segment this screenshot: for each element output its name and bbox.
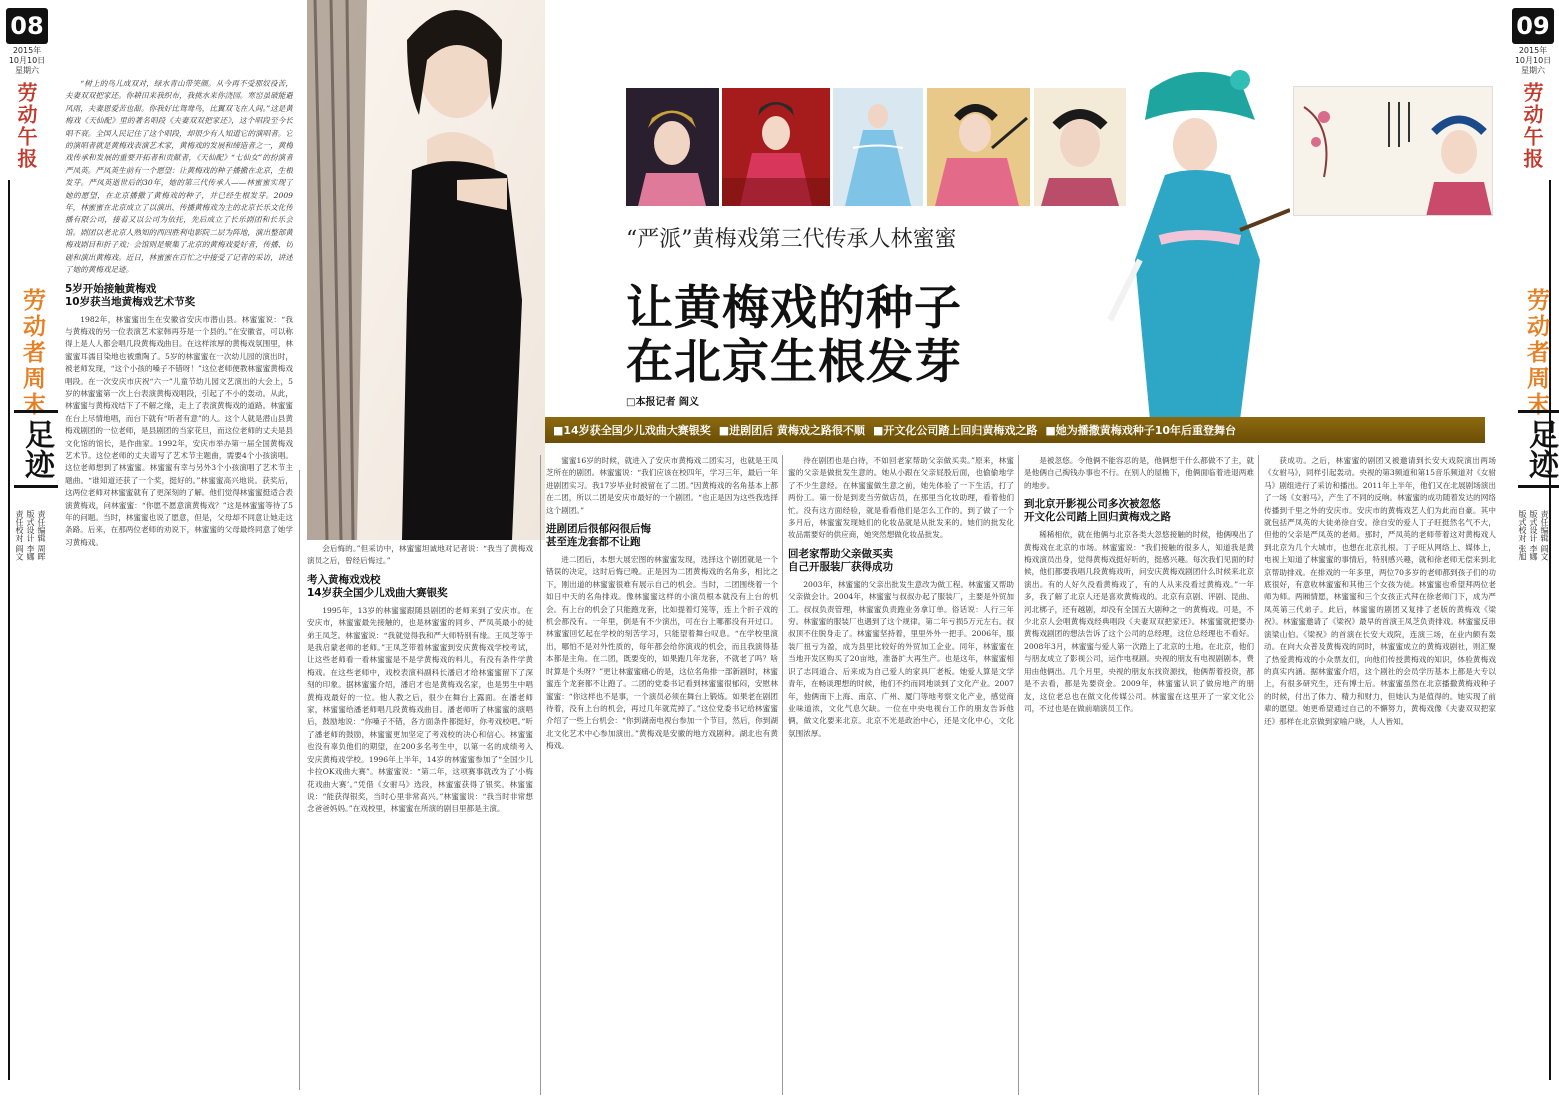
masthead-left: 劳动午报: [14, 82, 38, 170]
body-paragraph: 1995年，13岁的林蜜蜜跟随县剧团的老师来到了安庆市。在安庆市，林蜜蜜最先接触的，也是林蜜蜜的同乡、严凤英最小的徒弟王凤芝。林蜜蜜说：“我就觉得我和严大师特别有缘。王凤芝等于是我启蒙老师的老师。”王凤芝带着林蜜蜜到安庆黄梅戏学校考试，让这些老师看一看林蜜蜜是不是学黄梅戏的料儿，有没有条件学黄梅戏。在这些老师中，戏校表演科副科长潘启才给林蜜蜜留下了深刻的印象。据林蜜蜜介绍，潘启才也是黄梅戏名家，也是男生中唱黄梅戏最好的一位。他人教之后，很少在舞台上露面。在潘老师家，林蜜蜜给潘老师唱几段黄梅戏曲目。潘老师听了林蜜蜜的演唱后，鼓励地说：“你嗓子不错，各方面条件都挺好，你考戏校吧。”听了潘老师的鼓励，林蜜蜜更加坚定了考戏校的决心和信心。林蜜蜜也没有辜负他们的期望，在200多名考生中，以第一名的成绩考入安庆黄梅戏学校。1996年上半年，14岁的林蜜蜜参加了“全国少儿卡拉OK戏曲大赛”。林蜜蜜说：“第二年，这项赛事就改为了‘小梅花戏曲大赛’。”凭借《女驸马》选段，林蜜蜜获得了银奖。林蜜蜜说：“能获得银奖，当时心里非常高兴。”林蜜蜜说：“我当时非常想念爸爸妈妈。”在戏校里，林蜜蜜在所演的剧目里都是主演。: [307, 605, 533, 814]
section-title-right: 足迹: [1518, 410, 1559, 488]
credit-line: 责任编辑 阎文: [1540, 510, 1549, 561]
column-rule: [782, 455, 783, 1095]
body-paragraph: 2003年，林蜜蜜的父亲出批发生意改为做工程。林蜜蜜又帮助父亲做会计。2004年，林蜜蜜与叔叔办起了服装厂，主要是外贸加工。叔叔负责管理，林蜜蜜负责跑业务拿订单。俗话说：人行三年穷。林蜜蜜的服装厂也遇到了这个规律。第二年亏损5万元左右。叔叔顶不住脱身走了。林蜜蜜坚持着，里里外外一把手。2006年，服装厂扭亏为盈，成为县里比较好的外贸加工企业。同年，林蜜蜜在当地开发区购买了20亩地，准备扩大再生产。也是这年，林蜜蜜相识了志同道合、后来成为自己爱人的家具厂老板。她爱人算是文学青年，在畅谈理想的时候，他们不约而同地谈到了文化产业。2007年，他俩南下上海、南京、广州、厦门等地考察文化产业，感觉商业味道浓，文化气息欠缺。一位在中央电视台工作的朋友告诉他俩，做文化要来北京。北京不光是政治中心，还是文化中心，文化氛围浓厚。: [788, 579, 1014, 738]
highlight-item: ■她为播撒黄梅戏种子10年后重登舞台: [1045, 424, 1237, 437]
credit-line: 版式设计 李娜: [1529, 510, 1538, 561]
opera-photo-4: [927, 88, 1030, 206]
highlight-bar: [545, 417, 1485, 443]
credit-line: 责任校对 阎文: [15, 510, 24, 561]
highlight-item: ■进剧团后 黄梅戏之路很不顺: [718, 424, 865, 437]
credit-line: 版式设计 李娜: [26, 510, 35, 561]
headline-line-1: 让黄梅戏的种子: [626, 281, 962, 336]
credit-line: 版式校对 张旭: [1518, 510, 1527, 561]
subheading-3: 进剧团后很郁闷很后悔 甚至连龙套都不让跑: [546, 523, 651, 549]
body-paragraph: 蜜蜜16岁的时候，就进入了安庆市黄梅戏二团实习，也就是王凤芝所在的剧团。林蜜蜜说：“我们应该在校四年，学习三年，最后一年进剧团实习。我17岁毕业时被留在了二团。”因黄梅戏的名角基本上都在二团，所以二团是安庆市最好的一个剧团。“也正是因为这些我选择这个剧团。”: [546, 456, 778, 515]
credits-right: [1517, 510, 1550, 620]
article-column-5: [1024, 455, 1254, 1095]
article-column-3: [546, 455, 778, 1095]
credits-left: [14, 510, 47, 620]
weekday-left: 星期六: [15, 66, 39, 75]
headline-kicker: “严派”黄梅戏第三代传承人林蜜蜜: [626, 227, 957, 252]
body-paragraph: 会后悔的。”但采访中，林蜜蜜坦诚地对记者说：“我当了黄梅戏演员之后，曾经后悔过。”: [307, 544, 533, 566]
year-right: 2015年: [1518, 46, 1548, 55]
weekend-label-right: 劳动者周末: [1523, 288, 1549, 418]
opera-photo-2: [722, 88, 830, 206]
framed-opera-painting: [1293, 86, 1493, 216]
article-column-6: [1264, 455, 1496, 1095]
headline-line-2: 在北京生根发芽: [626, 335, 962, 390]
body-paragraph: 待在剧团也是白待，不如回老家帮助父亲做买卖。”原来，林蜜蜜的父亲是做批发生意的。她从小跟在父亲屁股后面，也偷偷地学了不少生意经。在林蜜蜜做生意之前，她先体验了一下生活，打了两份工。第一份是到麦当劳做店员，在那里当化妆助理，看着他们忙。没有这方面经验，就是看看他们是怎么工作的。到了做了一个多月后，林蜜蜜发现她们的化妆品就是从批发来的。她们的批发化妆品需要好的供应商，她突然想做化妆品批发。: [788, 456, 1014, 540]
rail-divider-left: [8, 180, 10, 1080]
article-column-2: [307, 543, 533, 1093]
byline: □本报记者 阎义: [626, 397, 699, 408]
column-rule: [1258, 455, 1259, 1095]
subheading-1: 5岁开始接触黄梅戏 10岁获当地黄梅戏艺术节奖: [65, 282, 196, 308]
subheading-2: 考入黄梅戏戏校 14岁获全国少儿戏曲大赛银奖: [307, 573, 448, 599]
body-paragraph: 1982年，林蜜蜜出生在安徽省安庆市潜山县。林蜜蜜说：“我与黄梅戏的另一位表演艺术家韩再芬是一个县的。”在安徽省，可以称得上是人人都会唱几段黄梅戏曲目。在这样浓厚的黄梅戏氛围里，林蜜蜜耳濡目染地也被熏陶了。5岁的林蜜蜜在一次幼儿园的演出时，被老师发现，“这个小孩的嗓子不错呀！”这位老师便教林蜜蜜黄梅戏唱段。在一次安庆市庆祝“六一”儿童节幼儿园文艺演出的大会上，5岁的林蜜蜜第一次上台表演黄梅戏唱段，引起了不小的轰动。从此，林蜜蜜与黄梅戏结下了不解之缘，走上了表演黄梅戏的道路。林蜜蜜在台上尽情地唱，而台下就有“听者有意”的人。这个人就是潜山县黄梅戏剧团的一位老师，是县剧团的当家花旦，而这位老师的丈夫是县文化馆的馆长，是作曲家。1992年，安庆市举办第一届全国黄梅戏艺术节。这位老师的丈夫谱写了艺术节主题曲，需要4个小孩演唱。这位老师想到了林蜜蜜。林蜜蜜有幸与另外3个小孩演唱了艺术节主题曲。“谁知道还获了一个奖，挺好的。”林蜜蜜高兴地说。获奖后，这两位老师对林蜜蜜就有了更深刻的了解。他们觉得林蜜蜜挺适合表演黄梅戏，问林蜜蜜：“你愿不愿意演黄梅戏？”这是林蜜蜜等待了5年的问题。当时，林蜜蜜也说了愿意，但是，父母却不同意让她走这条路。后来，在那两位老师的劝说下，林蜜蜜的父母最终同意了她学习黄梅戏。: [65, 314, 293, 547]
subheading-5: 到北京开影视公司多次被忽悠 开文化公司踏上回归黄梅戏之路: [1024, 498, 1171, 524]
column-rule: [299, 470, 300, 1090]
costume-performer-photo: [1090, 60, 1290, 420]
date-right: 10月10日: [1514, 56, 1552, 65]
date-left: 10月10日: [8, 56, 46, 65]
weekday-right: 星期六: [1521, 66, 1545, 75]
opera-photo-3: [833, 88, 923, 206]
article-column-1: [65, 78, 293, 1093]
article-column-4: [788, 455, 1014, 1095]
credit-line: 责任编辑 周晖: [37, 510, 46, 561]
body-paragraph: 获成功。之后，林蜜蜜的剧团又被邀请到长安大戏院演出两场《女驸马》，同样引起轰动。央视的第3频道和第15音乐频道对《女驸马》剧组进行了采访和播出。2011年上半年，他们又在北展剧场演出了一场《女驸马》，产生了不同的反响。林蜜蜜的成功随着发达的网络传播到千里之外的安庆市。安庆市的黄梅戏艺人们为此而自豪。其中就包括严凤英的大徒弟徐自安。徐自安的爱人丁子旺挺然名气不大，但他的父亲是严凤英的老师。那时，严凤英的老师带着这对黄梅戏人到北京为几个大城市，也想在北京扎根。丁子旺从网络上、媒体上，电视上知道了林蜜蜜的事情后，特别感兴趣，就和徐老师无偿来到北京帮助排戏。在排戏的一年多里，两位70多岁的老师都到孩子们的功底很好，有意收林蜜蜜和其他三个女孩为徒。林蜜蜜也希望拜两位老师为师。两厢情愿，林蜜蜜和三个女孩正式拜在徐老师门下，成为严凤英第三代弟子。此后，林蜜蜜的剧团又复排了老版的黄梅戏《梁祝》。林蜜蜜邀请了《梁祝》最早的首演王凤芝负责排戏。林蜜蜜反串演梁山伯。《梁祝》的首演在长安大戏院，连演三场，在业内颇有轰动。在向大众普及黄梅戏的同时，林蜜蜜成立的黄梅戏剧社，则汇聚了热爱黄梅戏的小众票友们，向他们传授黄梅戏的知识，体验黄梅戏的真实内涵。据林蜜蜜介绍，这个剧社的会员学历基本上都是大专以上，有很多研究生，还有博士后。林蜜蜜虽然在北京播撒黄梅戏种子的时候，付出了体力、精力和财力，但她认为是值得的。她实现了前辈的愿望。她更希望通过自己的不懈努力，黄梅戏像《夫妻双双把家还》那样在北京做到家喻户晓，人人皆知。: [1264, 456, 1496, 726]
column-rule: [1018, 455, 1019, 1095]
date-block-left: [2, 46, 52, 76]
year-left: 2015年: [12, 46, 42, 55]
highlight-item: ■开文化公司踏上回归黄梅戏之路: [872, 424, 1038, 437]
column-rule: [540, 455, 541, 1095]
weekend-label-left: 劳动者周末: [19, 288, 45, 418]
highlight-item: ■14岁获全国少儿戏曲大赛银奖: [553, 424, 711, 437]
subheading-4: 回老家帮助父亲做买卖 自己开服装厂获得成功: [788, 547, 893, 573]
intro-paragraph: “树上的鸟儿成双对，绿水青山带笑颜。从今再不受那奴役苦，夫妻双双把家还。你耕田来我织布，我挑水来你浇园。寒窑虽破能避风雨，夫妻恩爱苦也甜。你我好比鸳鸯鸟，比翼双飞在人间。”这是黄梅戏《天仙配》里的著名唱段《夫妻双双把家还》，这个唱段至今长唱不衰。全国人民记住了这个唱段，却很少有人知道它的演唱者。它的演唱者就是黄梅戏表演艺术家，黄梅戏的发展和缔造者之一，黄梅戏传承和发展的重要开拓者和贡献者，《天仙配》“七仙女”的扮演者严凤英。严凤英生前有一个愿望：让黄梅戏的种子播撒在北京，生根发芽。严凤英逝世后的30年，她的第三代传承人——林蜜蜜实现了她的愿望，在北京播撒了黄梅戏的种子，并已经生根发芽。2009年，林蜜蜜在北京成立了以演出、传播黄梅戏为主的北京长乐文化传播有限公司，接着又以公司为依托，先后成立了长乐剧团和长乐会馆。剧团以老北京人熟知的西四胜利电影院二层为阵地，演出整部黄梅戏剧目和折子戏；会馆则是聚集了北京的黄梅戏爱好者，传播、切磋和演出黄梅戏。近日，林蜜蜜在百忙之中接受了记者的采访，讲述了她的黄梅戏足迹。: [65, 79, 293, 275]
page-number-left: 08: [6, 8, 48, 44]
section-title-left: 足迹: [14, 410, 58, 488]
page-number-right: 09: [1512, 8, 1554, 44]
masthead-right: 劳动午报: [1520, 82, 1544, 170]
opera-photo-1: [626, 88, 719, 206]
date-block-right: [1508, 46, 1558, 76]
body-paragraph: 稀稀相依，就在他俩与北京各类大忽悠接触的时候，他俩嗅出了黄梅戏在北京的市场。林蜜蜜说：“我们接触的很多人，知道我是黄梅戏演员出身，觉得黄梅戏挺好听的，挺感兴趣。每次我们见面的时候，他们都要我唱几段黄梅戏听，问安庆黄梅戏剧团什么时候来北京演出。有的人好久没看黄梅戏了，有的人从来没看过黄梅戏。”一年多，我了解了北京人还是喜欢黄梅戏的。北京有京剧、评剧、昆曲、河北梆子，还有越剧，却没有全国五大剧种之一的黄梅戏。可是，不少北京人会唱黄梅戏经典唱段《夫妻双双把家还》。林蜜蜜就把要办黄梅戏剧团的想法告诉了这个公司的总经理，这位总经理也不看好。2008年3月，林蜜蜜与爱人第一次踏上了北京的土地。在北京，他们与朋友成立了影视公司，运作电视剧。央视的朋友有电视剧剧本，费用由他俩出。几个月里，央视的朋友东找资源找，他俩帮着投资，都是不去看，都是先要资金。2009年，林蜜蜜认识了做房地产的朋友，这位老总也在做文化传媒公司。林蜜蜜在这里开了一家文化公司，不过也是在做前端演员工作。: [1024, 530, 1254, 713]
body-paragraph: 是被忽悠。令他俩不能容忍的是，他俩想干什么都做不了主，就是他俩自己掏钱办事也不行。在别人的屋檐下，他俩面临着进退两难的地步。: [1024, 456, 1254, 490]
portrait-photo: [307, 0, 545, 540]
body-paragraph: 进二团后，本想大展宏图的林蜜蜜发现，选择这个剧团就是一个错误的决定，这时后悔已晚。正是因为二团黄梅戏的名角多，相比之下，刚出道的林蜜蜜很难有展示自己的机会。当时，二团围绕着一个如日中天的名角排戏。像林蜜蜜这样的小演员根本就没有上台的机会。有上台的机会了只能跑龙套，比如提着灯笼等，连上个折子戏的机会都没有。一年里，倒是有不少演出，可在台上哪都没有开过口。林蜜蜜回忆起在学校的刻苦学习，只能望着舞台叹息。“在学校里演出，哪怕不是对外性质的，每年都会给你演戏的机会，而且我演得基本都是主角。在二团，既要变的，如果跑几年龙套，不就老了吗？啥时算是个头呀？”更让林蜜蜜痛心的是，这位名角排一部新剧时，林蜜蜜连个龙套都不让跑了。二团的党委书记看到林蜜蜜很郁闷，安慰林蜜蜜：“你这样也不是事，一个演员必须在舞台上锻炼。如果老在剧团待着，没有上台的机会，再过几年就荒掉了。”这位党委书记给林蜜蜜介绍了一些上台机会：“你到湖南电视台参加一个节目，然后，你到湖北文化艺术中心参加演出。”黄梅戏是安徽的地方戏剧种。湖北也有黄梅戏。: [546, 555, 778, 751]
